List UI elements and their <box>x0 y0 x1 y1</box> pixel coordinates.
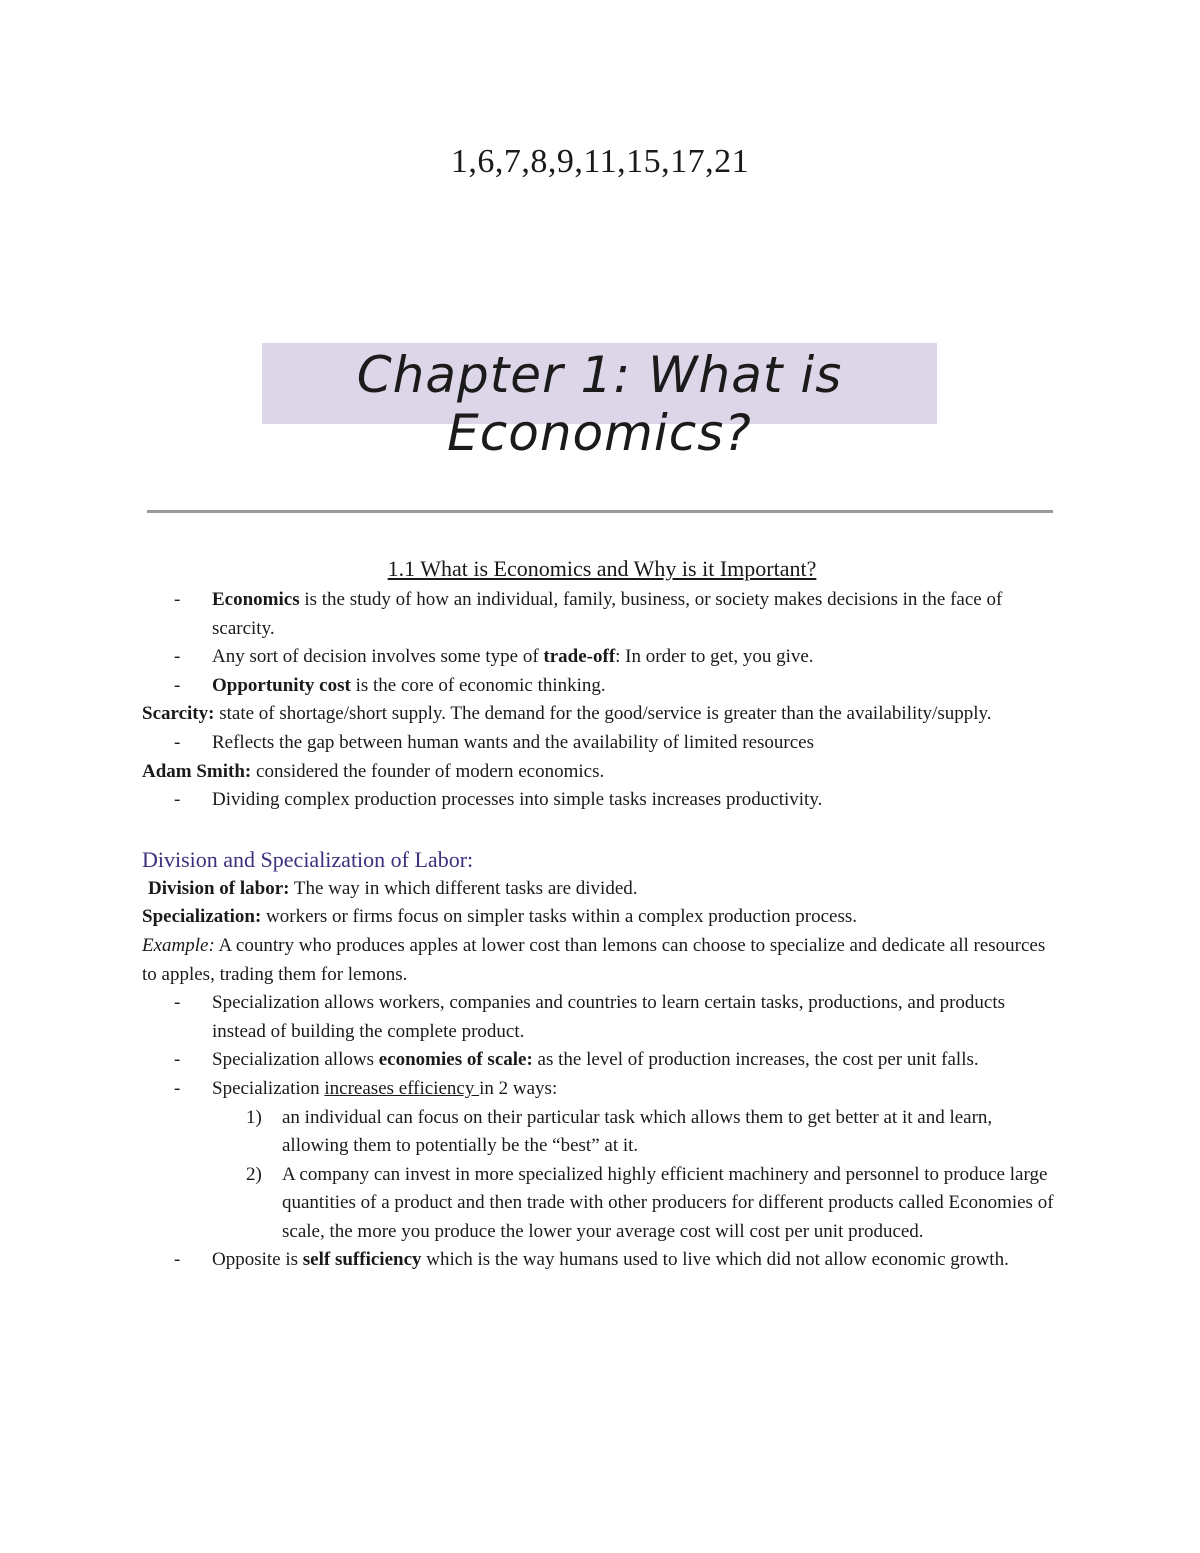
list-item-text: Opposite is <box>212 1249 303 1271</box>
list-item-text: Dividing complex production processes into simple tasks increases productivity. <box>212 789 823 811</box>
section-heading: 1.1 What is Economics and Why is it Important? <box>387 556 817 581</box>
list-item <box>142 786 1062 815</box>
definition-text: considered the founder of modern economics. <box>251 760 605 782</box>
list-item-text: in 2 ways: <box>479 1077 558 1099</box>
list-item-text: as the level of production increases, the cost per unit falls. <box>532 1049 979 1071</box>
definition-text: The way in which different tasks are divided. <box>289 877 638 899</box>
numbered-item-text: A company can invest in more specialized highly efficient machinery and personnel to produce large quantities of a product and then trade with other producers for different products called Economies of scale, the more you produce the lower your average cost will cost per unit produced. <box>282 1163 1054 1242</box>
bullet-dash: - <box>174 674 181 696</box>
list-item-text: is the study of how an individual, family, business, or society makes decisions in the face of scarcity. <box>212 589 1003 639</box>
list-item-text: Specialization <box>212 1077 325 1099</box>
bullet-dash: - <box>174 1049 181 1071</box>
definition-adam-smith <box>142 758 1062 787</box>
numbered-item-text: an individual can focus on their particular task which allows them to get better at it and learn, allowing them to potentially be the “best” at it. <box>282 1106 993 1157</box>
numbered-item <box>142 1104 1062 1161</box>
list-item <box>142 1046 1062 1075</box>
bullet-dash: - <box>174 731 181 753</box>
list-item-text: Specialization allows workers, companies and countries to learn certain tasks, productions, and products instead of building the complete product. <box>212 992 1006 1042</box>
example-paragraph <box>142 932 1062 989</box>
term-bold: Opportunity cost <box>212 674 351 696</box>
list-item-text: : In order to get, you give. <box>615 646 814 668</box>
list-item <box>142 1075 1062 1104</box>
division-heading: Division and Specialization of Labor: <box>142 846 474 872</box>
list-item <box>142 989 1062 1046</box>
list-item <box>142 643 1062 672</box>
example-text: A country who produces apples at lower cost than lemons can choose to specialize and dedicate all resources to apples, trading them for lemons. <box>142 934 1046 985</box>
problem-numbers: 1,6,7,8,9,11,15,17,21 <box>450 143 750 180</box>
definition-specialization <box>142 903 1062 932</box>
number-marker: 1) <box>246 1106 262 1128</box>
list-item-text: Specialization allows <box>212 1049 379 1071</box>
list-item-text: is the core of economic thinking. <box>350 674 606 696</box>
bullet-dash: - <box>174 589 181 610</box>
term-bold: Scarcity: <box>142 703 215 725</box>
bullet-dash: - <box>174 646 181 668</box>
numbered-item <box>142 1161 1062 1247</box>
definition-division-of-labor <box>142 875 1062 904</box>
term-bold: Adam Smith: <box>142 760 252 782</box>
list-item <box>142 1246 1062 1275</box>
definition-text: workers or firms focus on simpler tasks within a complex production process. <box>261 906 858 928</box>
horizontal-divider <box>147 510 1053 513</box>
term-bold: Specialization: <box>142 906 262 928</box>
list-item-text: Reflects the gap between human wants and the availability of limited resources <box>212 731 814 753</box>
term-bold: self sufficiency <box>302 1249 422 1271</box>
list-item <box>142 729 1062 758</box>
term-bold: Economics <box>212 589 300 610</box>
underlined-text: increases efficiency <box>324 1077 480 1099</box>
chapter-title: Chapter 1: What is Economics? <box>356 346 843 462</box>
definition-text: state of shortage/short supply. The demand for the good/service is greater than the availability/supply. <box>214 703 992 725</box>
example-label: Example: <box>142 934 215 956</box>
term-bold: Division of labor: <box>148 877 290 899</box>
document-body <box>142 554 1062 1275</box>
list-item-text: which is the way humans used to live which did not allow economic growth. <box>421 1249 1009 1271</box>
number-marker: 2) <box>246 1163 262 1185</box>
bullet-dash: - <box>174 789 181 811</box>
term-bold: trade-off <box>543 646 616 668</box>
term-bold: economies of scale: <box>378 1049 533 1071</box>
definition-scarcity <box>142 700 1062 729</box>
list-item <box>142 672 1062 701</box>
bullet-dash: - <box>174 1077 181 1099</box>
bullet-dash: - <box>174 1249 181 1271</box>
bullet-dash: - <box>174 992 181 1014</box>
list-item <box>142 586 1062 643</box>
list-item-text: Any sort of decision involves some type of <box>212 646 544 668</box>
